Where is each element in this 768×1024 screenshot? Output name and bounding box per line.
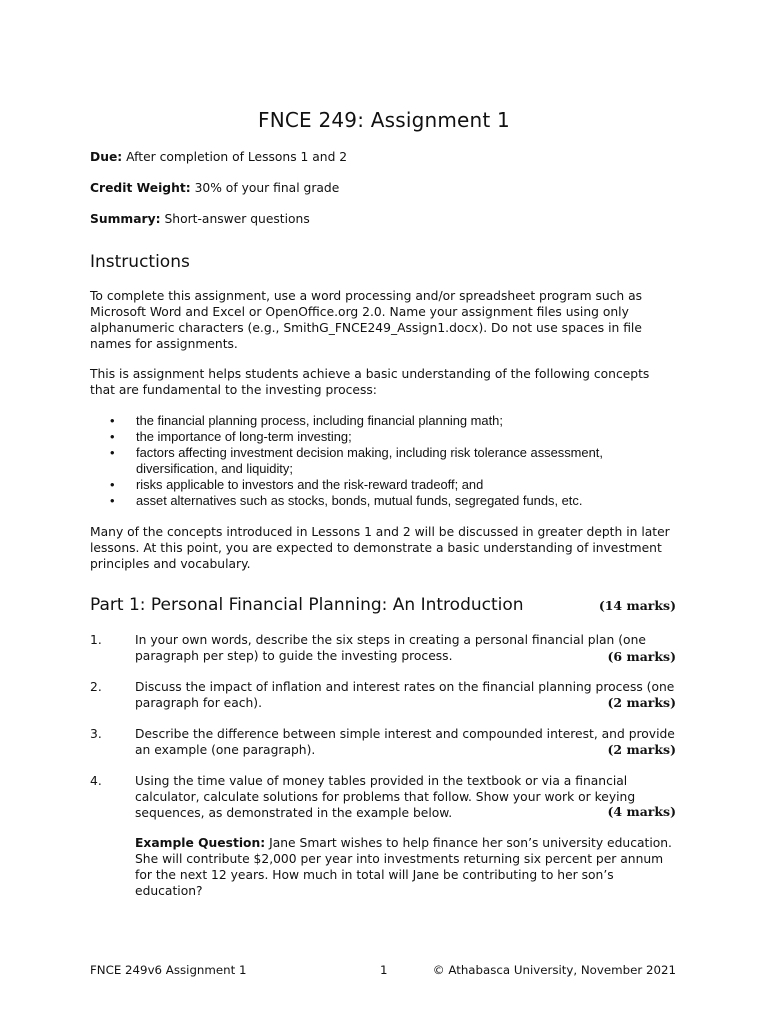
part-1-marks: (14 marks) [598, 598, 676, 613]
instructions-paragraph-1: To complete this assignment, use a word processing and/or spreadsheet program such as Microsoft Word and Excel or OpenOffice.org 2.0. Name your assignment files using only alphanumeric characters (e.g., SmithG_FNCE249_Assign1.docx). Do not use spaces in file names for assignments. [90, 289, 643, 351]
due-label: Due: [90, 150, 123, 164]
bullet-icon: • [110, 445, 115, 460]
concept-list [90, 413, 675, 509]
footer-copyright: © Athabasca University, November 2021 [432, 963, 676, 977]
bullet-icon: • [110, 429, 115, 444]
list-item: • asset alternatives such as stocks, bonds, mutual funds, segregated funds, etc. [110, 493, 583, 508]
question-text: Using the time value of money tables provided in the textbook or via a financial calculator, calculate solutions for problems that follow. Show your work or keying sequences, as demonstrated in the example below. [135, 774, 636, 820]
page-title: FNCE 249: Assignment 1 [258, 108, 510, 132]
question-2 [90, 679, 678, 711]
page-number: 1 [380, 963, 388, 977]
example-label: Example Question: [135, 836, 266, 850]
summary-value: Short-answer questions [164, 212, 310, 226]
question-number: 4. [90, 774, 102, 788]
bullet-icon: • [110, 493, 115, 508]
question-marks: (4 marks) [607, 804, 676, 819]
credit-weight-line [90, 181, 339, 195]
credit-weight-label: Credit Weight: [90, 181, 191, 195]
question-number: 2. [90, 680, 102, 694]
list-item: • the importance of long-term investing; [110, 429, 352, 444]
question-number: 3. [90, 727, 102, 741]
question-marks: (2 marks) [607, 695, 676, 710]
due-line [90, 150, 347, 164]
summary-line [90, 212, 310, 226]
question-number: 1. [90, 633, 102, 647]
question-4 [90, 773, 678, 821]
question-3 [90, 726, 678, 758]
list-item: • the financial planning process, including financial planning math; [110, 413, 503, 428]
summary-label: Summary: [90, 212, 161, 226]
footer-course: FNCE 249v6 Assignment 1 [90, 963, 247, 977]
page-footer [90, 963, 678, 979]
question-marks: (2 marks) [607, 742, 676, 757]
part-1-heading [90, 595, 678, 619]
bullet-icon: • [110, 477, 115, 492]
example-question [135, 835, 680, 899]
credit-weight-value: 30% of your final grade [194, 181, 340, 195]
bullet-icon: • [110, 413, 115, 428]
question-1 [90, 632, 678, 664]
question-marks: (6 marks) [607, 649, 676, 664]
due-value: After completion of Lessons 1 and 2 [126, 150, 348, 164]
list-item: • factors affecting investment decision making, including risk tolerance assessment, diversification, and liquidity; [110, 445, 603, 476]
question-text: In your own words, describe the six steps in creating a personal financial plan (one paragraph per step) to guide the investing process. [135, 633, 646, 663]
question-text: Discuss the impact of inflation and interest rates on the financial planning process (one paragraph for each). [135, 680, 675, 710]
list-item: • risks applicable to investors and the risk-reward tradeoff; and [110, 477, 484, 492]
part-1-title: Part 1: Personal Financial Planning: An Introduction [90, 595, 524, 615]
instructions-paragraph-3: Many of the concepts introduced in Lessons 1 and 2 will be discussed in greater depth in later lessons. At this point, you are expected to demonstrate a basic understanding of investment principles and vocabulary. [90, 525, 670, 571]
example-text: Jane Smart wishes to help finance her son’s university education. She will contribute $2,000 per year into investments returning six percent per annum for the next 12 years. How much in total will Jane be contributing to her son’s education? [135, 836, 672, 898]
question-text: Describe the difference between simple interest and compounded interest, and provide an example (one paragraph). [135, 727, 675, 757]
instructions-paragraph-2: This is assignment helps students achieve a basic understanding of the following concepts that are fundamental to the investing process: [90, 367, 650, 397]
instructions-heading: Instructions [90, 252, 190, 272]
